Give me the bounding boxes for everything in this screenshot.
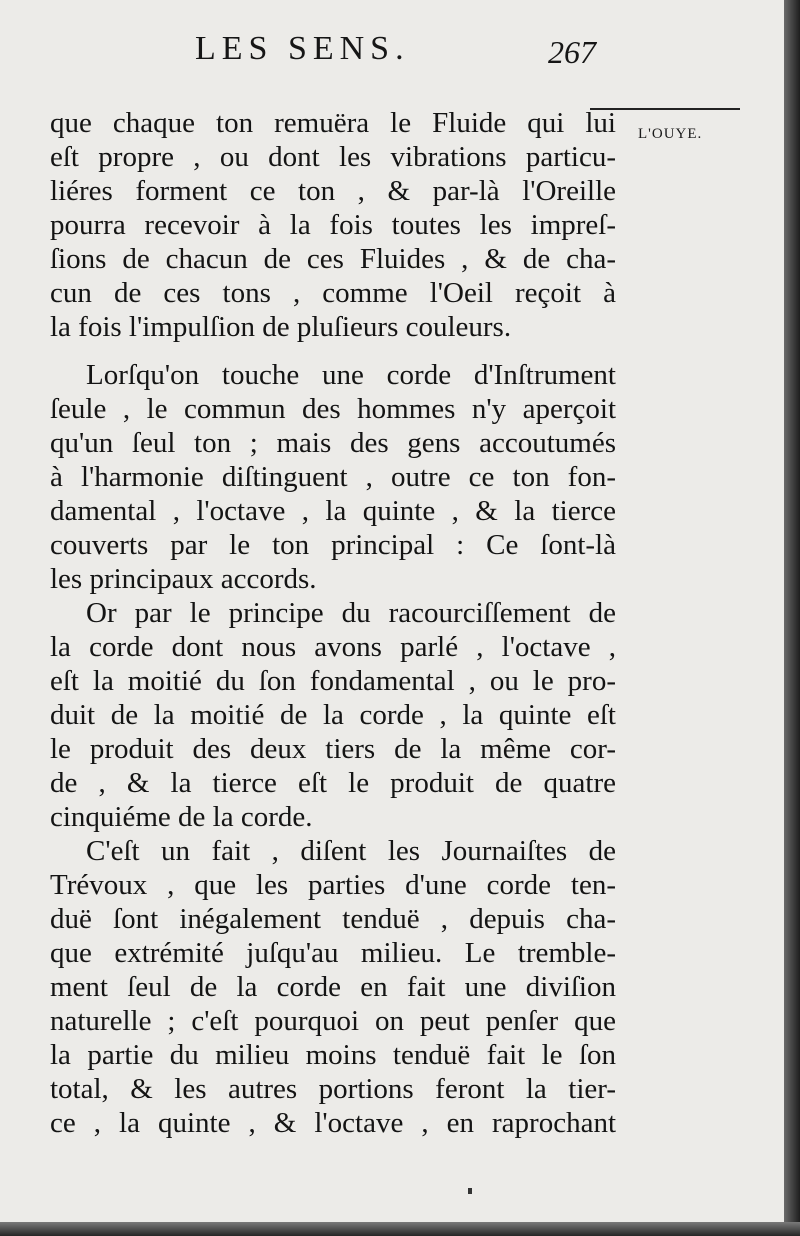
text-line: Or par le principe du racourciſſement de	[86, 597, 616, 629]
text-line: eſt propre , ou dont les vibrations particu-	[50, 141, 616, 173]
text-line: ſions de chacun de ces Fluides , & de cha-	[50, 243, 616, 275]
text-line: que chaque ton remuëra le Fluide qui lui	[50, 107, 616, 139]
ink-speck	[468, 1188, 472, 1194]
paragraph	[50, 106, 616, 344]
paragraph	[50, 596, 616, 834]
text-line: ment ſeul de la corde en fait une diviſion	[50, 971, 616, 1003]
text-line: Trévoux , que les parties d'une corde ten-	[50, 869, 616, 901]
text-line: de , & la tierce eſt le produit de quatre	[50, 767, 616, 799]
paragraph	[50, 358, 616, 596]
text-line: damental , l'octave , la quinte , & la tierce	[50, 495, 616, 527]
text-line: cinquiéme de la corde.	[50, 801, 313, 833]
text-line: duë ſont inégalement tenduë , depuis cha-	[50, 903, 616, 935]
text-line: cun de ces tons , comme l'Oeil reçoit à	[50, 277, 616, 309]
marginal-note: L'OUYE.	[638, 126, 703, 142]
page-edge	[784, 0, 800, 1236]
page-number: 267	[548, 34, 596, 70]
text-line: duit de la moitié de la corde , la quinte eſt	[50, 699, 616, 731]
text-line: liéres forment ce ton , & par-là l'Oreille	[50, 175, 616, 207]
text-line: à l'harmonie diſtinguent , outre ce ton fon-	[50, 461, 616, 493]
text-line: naturelle ; c'eſt pourquoi on peut penſer que	[50, 1005, 616, 1037]
text-line: couverts par le ton principal : Ce ſont-là	[50, 529, 616, 561]
text-line: Lorſqu'on touche une corde d'Inſtrument	[86, 359, 616, 391]
running-head: LES SENS.	[195, 30, 410, 67]
text-line: eſt la moitié du ſon fondamental , ou le pro-	[50, 665, 616, 697]
page-edge	[0, 1222, 800, 1236]
text-line: total, & les autres portions feront la tier-	[50, 1073, 616, 1105]
text-line: C'eſt un fait , diſent les Journaiſtes de	[86, 835, 616, 867]
text-line: la fois l'impulſion de pluſieurs couleurs.	[50, 311, 512, 343]
body-text	[50, 106, 616, 1140]
text-line: qu'un ſeul ton ; mais des gens accoutumés	[50, 427, 616, 459]
text-line: que extrémité juſqu'au milieu. Le tremble-	[50, 937, 616, 969]
text-line: la partie du milieu moins tenduë fait le ſon	[50, 1039, 616, 1071]
text-line: le produit des deux tiers de la même cor-	[50, 733, 616, 765]
text-line: pourra recevoir à la fois toutes les impreſ-	[50, 209, 616, 241]
text-line: ce , la quinte , & l'octave , en raprochant	[50, 1107, 616, 1139]
text-line: la corde dont nous avons parlé , l'octave ,	[50, 631, 616, 663]
text-line: ſeule , le commun des hommes n'y aperçoit	[50, 393, 616, 425]
text-line: les principaux accords.	[50, 563, 317, 595]
paragraph	[50, 834, 616, 1140]
